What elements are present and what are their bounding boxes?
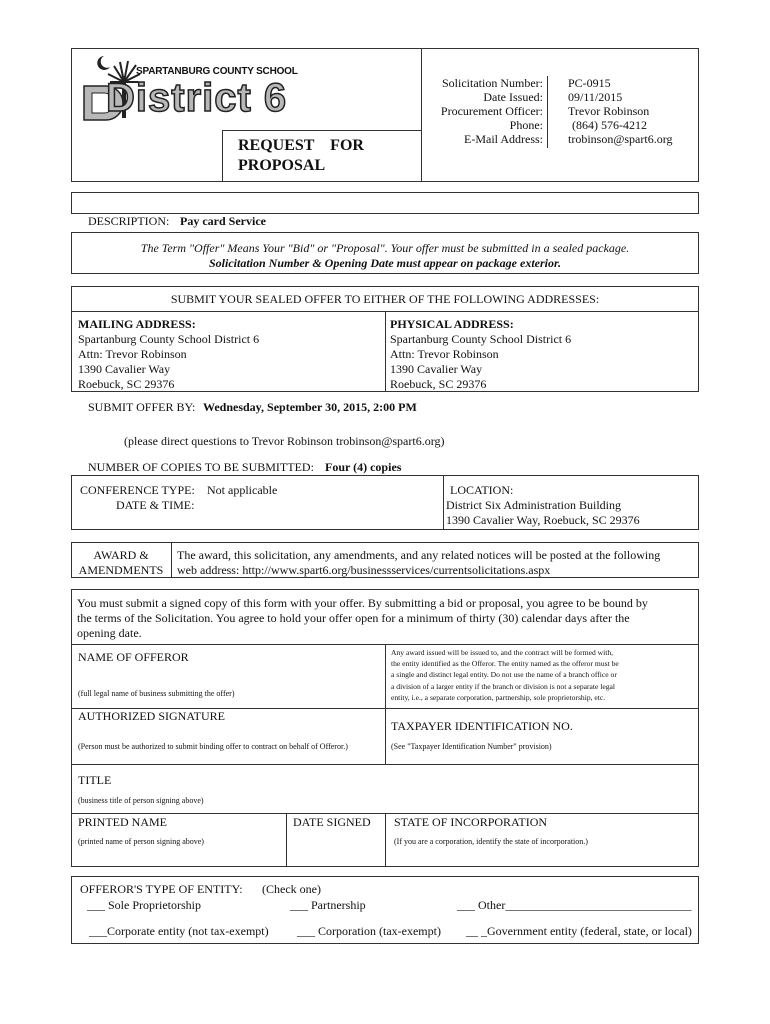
- email-label: E-Mail Address:: [464, 132, 543, 146]
- description-value: Pay card Service: [180, 214, 266, 228]
- signature-label: AUTHORIZED SIGNATURE: [78, 709, 225, 723]
- award-note-line: entity, i.e., a separate corporation, partnership, sole proprietorship, etc.: [391, 692, 606, 702]
- entity-type-label: OFFEROR'S TYPE OF ENTITY:: [80, 882, 243, 896]
- notice-line2: Solicitation Number & Opening Date must appear on package exterior.: [208, 256, 561, 270]
- award-note-line: a division of a larger entity if the branch or division is not a separate legal: [391, 681, 616, 691]
- title-label: TITLE: [78, 773, 112, 787]
- mailing-address-line: 1390 Cavalier Way: [78, 362, 171, 376]
- rfp-title-line1: REQUEST FOR: [238, 137, 364, 154]
- entity-other[interactable]: ___ Other_______________________________: [457, 898, 692, 912]
- blank-strip: [71, 192, 699, 214]
- mailing-address-title: MAILING ADDRESS:: [78, 317, 196, 331]
- rfp-title-line2: PROPOSAL: [238, 157, 326, 174]
- award-note-line: the entity identified as the Offeror. The entity named as the offeror must be: [391, 659, 619, 669]
- questions-note: (please direct questions to Trevor Robinson trobinson@spart6.org): [124, 434, 445, 448]
- conference-divider: [443, 475, 444, 530]
- conference-type-value: Not applicable: [207, 483, 278, 497]
- printed-name-label: PRINTED NAME: [78, 815, 167, 829]
- tin-hint: (See "Taxpayer Identification Number" provision): [391, 742, 552, 751]
- phone-value: (864) 576-4212: [572, 118, 647, 132]
- addresses-divider: [385, 311, 386, 392]
- physical-address-line: Attn: Trevor Robinson: [390, 347, 499, 361]
- tin-label: TAXPAYER IDENTIFICATION NO.: [391, 719, 573, 733]
- location-line: District Six Administration Building: [446, 498, 622, 512]
- award-label-line1: AWARD &: [93, 548, 149, 562]
- printed-divider: [286, 813, 287, 867]
- physical-address-title: PHYSICAL ADDRESS:: [390, 317, 514, 331]
- physical-address-line: Roebuck, SC 29376: [390, 377, 487, 391]
- printed-name-input[interactable]: [76, 848, 282, 864]
- entity-government[interactable]: __ _Government entity (federal, state, or local): [466, 924, 692, 938]
- copies-label: NUMBER OF COPIES TO BE SUBMITTED:: [88, 460, 314, 474]
- email-value[interactable]: trobinson@spart6.org: [568, 132, 673, 146]
- solicitation-number-label: Solicitation Number:: [442, 76, 543, 90]
- date-divider: [385, 813, 386, 867]
- tin-input[interactable]: [389, 730, 695, 740]
- statement-line3: opening date.: [77, 626, 142, 640]
- mailing-address-line: Roebuck, SC 29376: [78, 377, 175, 391]
- location-line: 1390 Cavalier Way, Roebuck, SC 29376: [446, 513, 640, 527]
- district-logo: [80, 52, 298, 124]
- mailing-address-line: Spartanburg County School District 6: [78, 332, 260, 346]
- logo-main-text: District 6: [106, 76, 288, 120]
- state-incorporation-label: STATE OF INCORPORATION: [394, 815, 548, 829]
- award-label-line2: AMENDMENTS: [78, 563, 164, 577]
- award-text-line1: The award, this solicitation, any amendments, and any related notices will be posted at the following: [177, 548, 661, 562]
- solicitation-number-value: PC-0915: [568, 76, 611, 90]
- date-issued-label: Date Issued:: [483, 90, 543, 104]
- phone-label: Phone:: [509, 118, 543, 132]
- date-signed-label: DATE SIGNED: [293, 815, 371, 829]
- signature-hint: (Person must be authorized to submit binding offer to contract on behalf of Offeror.): [78, 742, 348, 751]
- location-label: LOCATION:: [450, 483, 514, 497]
- offeror-name-label: NAME OF OFFEROR: [78, 650, 189, 664]
- addresses-heading: SUBMIT YOUR SEALED OFFER TO EITHER OF THE FOLLOWING ADDRESSES:: [170, 292, 600, 306]
- statement-line2: the terms of the Solicitation. You agree to hold your offer open for a minimum of thirty (30) calendar days after the: [77, 611, 630, 625]
- entity-sole-proprietorship[interactable]: ___ Sole Proprietorship: [87, 898, 201, 912]
- submit-by-value: Wednesday, September 30, 2015, 2:00 PM: [203, 400, 417, 414]
- award-url[interactable]: web address: http://www.spart6.org/businessservices/currentsolicitations.aspx: [177, 563, 551, 577]
- award-note-line: Any award issued will be issued to, and the contract will be formed with,: [391, 648, 614, 657]
- mailing-address-line: Attn: Trevor Robinson: [78, 347, 187, 361]
- award-divider: [171, 542, 172, 578]
- offeror-name-input[interactable]: [76, 666, 381, 686]
- procurement-officer-value: Trevor Robinson: [568, 104, 650, 118]
- state-incorporation-hint: (If you are a corporation, identify the state of incorporation.): [394, 837, 588, 846]
- procurement-officer-label: Procurement Officer:: [440, 104, 543, 118]
- description-label: DESCRIPTION:: [88, 214, 170, 228]
- date-issued-value: 09/11/2015: [568, 90, 623, 104]
- notice-line1: The Term "Offer" Means Your "Bid" or "Proposal". Your offer must be submitted in a sealed package.: [140, 241, 630, 255]
- date-signed-input[interactable]: [290, 832, 381, 862]
- logo-top-text: SPARTANBURG COUNTY SCHOOL: [136, 66, 298, 77]
- conference-date-label: DATE & TIME:: [116, 498, 195, 512]
- offeror-divider-main: [385, 644, 386, 764]
- entity-corporation-tax-exempt[interactable]: ___ Corporation (tax-exempt): [297, 924, 441, 938]
- physical-address-line: Spartanburg County School District 6: [390, 332, 572, 346]
- award-note-line: a single and distinct legal entity. Do not use the name of a branch office or: [391, 670, 617, 680]
- entity-corporate[interactable]: ___Corporate entity (not tax-exempt): [89, 924, 269, 938]
- entity-partnership[interactable]: ___ Partnership: [290, 898, 366, 912]
- submit-by-label: SUBMIT OFFER BY:: [88, 400, 196, 414]
- header-field-divider: [547, 76, 548, 148]
- offeror-name-hint: (full legal name of business submitting the offer): [78, 689, 235, 698]
- statement-line1: You must submit a signed copy of this form with your offer. By submitting a bid or proposal, you agree to be bound by: [77, 596, 648, 610]
- physical-address-line: 1390 Cavalier Way: [390, 362, 483, 376]
- printed-name-hint: (printed name of person signing above): [78, 837, 204, 846]
- conference-type-label: CONFERENCE TYPE:: [80, 483, 195, 497]
- entity-check-note: (Check one): [262, 882, 321, 896]
- state-incorporation-input[interactable]: [390, 848, 695, 864]
- title-hint: (business title of person signing above): [78, 796, 204, 805]
- copies-value: Four (4) copies: [325, 460, 402, 474]
- signature-input[interactable]: [76, 724, 381, 740]
- title-input[interactable]: [76, 786, 694, 794]
- offeror-rule-title: [71, 764, 699, 765]
